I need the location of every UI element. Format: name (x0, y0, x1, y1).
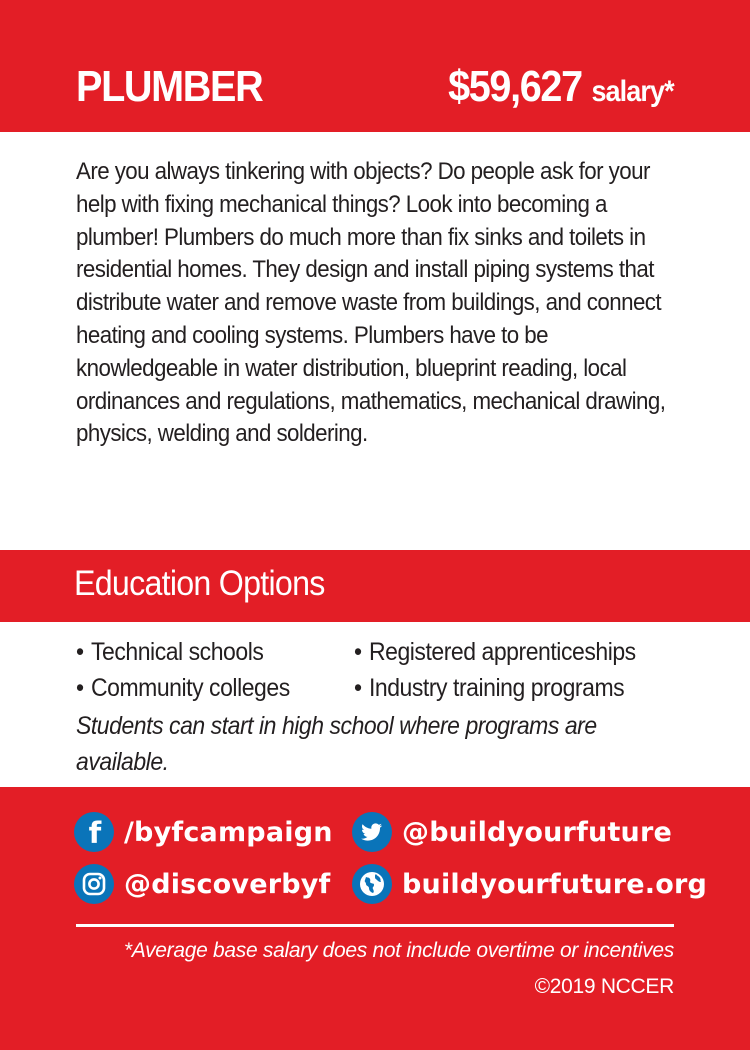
facebook-handle: /byfcampaign (124, 816, 333, 848)
job-title: PLUMBER (76, 62, 263, 111)
education-column-left (76, 634, 308, 706)
svg-text:f: f (88, 816, 102, 850)
instagram-link[interactable] (74, 864, 331, 904)
education-column-right (354, 634, 660, 706)
salary-label: salary* (591, 75, 674, 108)
footer-bar (0, 787, 750, 1050)
education-header-bar (0, 550, 750, 622)
education-note: Students can start in high school where programs are available. (76, 712, 597, 776)
salary-disclaimer: *Average base salary does not include overtime or incentives (123, 939, 674, 962)
instagram-handle: @discoverbyf (124, 868, 331, 900)
instagram-icon (74, 864, 114, 904)
education-title: Education Options (74, 564, 325, 603)
salary-amount: $59,627 (448, 62, 583, 111)
list-item: • Registered apprenticeships (354, 638, 636, 666)
website-link[interactable] (352, 864, 707, 904)
list-item: • Community colleges (76, 674, 290, 702)
header-bar (0, 0, 750, 132)
facebook-icon (74, 812, 114, 852)
salary (448, 62, 674, 112)
footer-divider (76, 924, 674, 927)
facebook-link[interactable] (74, 812, 333, 852)
twitter-handle: @buildyourfuture (402, 816, 672, 848)
globe-icon (352, 864, 392, 904)
twitter-link[interactable] (352, 812, 672, 852)
list-item: • Technical schools (76, 638, 264, 666)
twitter-icon (352, 812, 392, 852)
website-url: buildyourfuture.org (402, 868, 708, 900)
list-item: • Industry training programs (354, 674, 625, 702)
job-description: Are you always tinkering with objects? Do people ask for your help with fixing mechanical things? Look into becoming a plumber! Plumbers do much more than fix sinks and toilets in residential homes. They design and install piping systems that distribute water and remove waste from buildings, and connect heating and cooling systems. Plumbers have to be knowledgeable in water distribution, blueprint reading, local ordinances and regulations, mathematics, mechanical drawing, physics, welding and soldering. (76, 158, 666, 448)
copyright: ©2019 NCCER (534, 975, 674, 998)
